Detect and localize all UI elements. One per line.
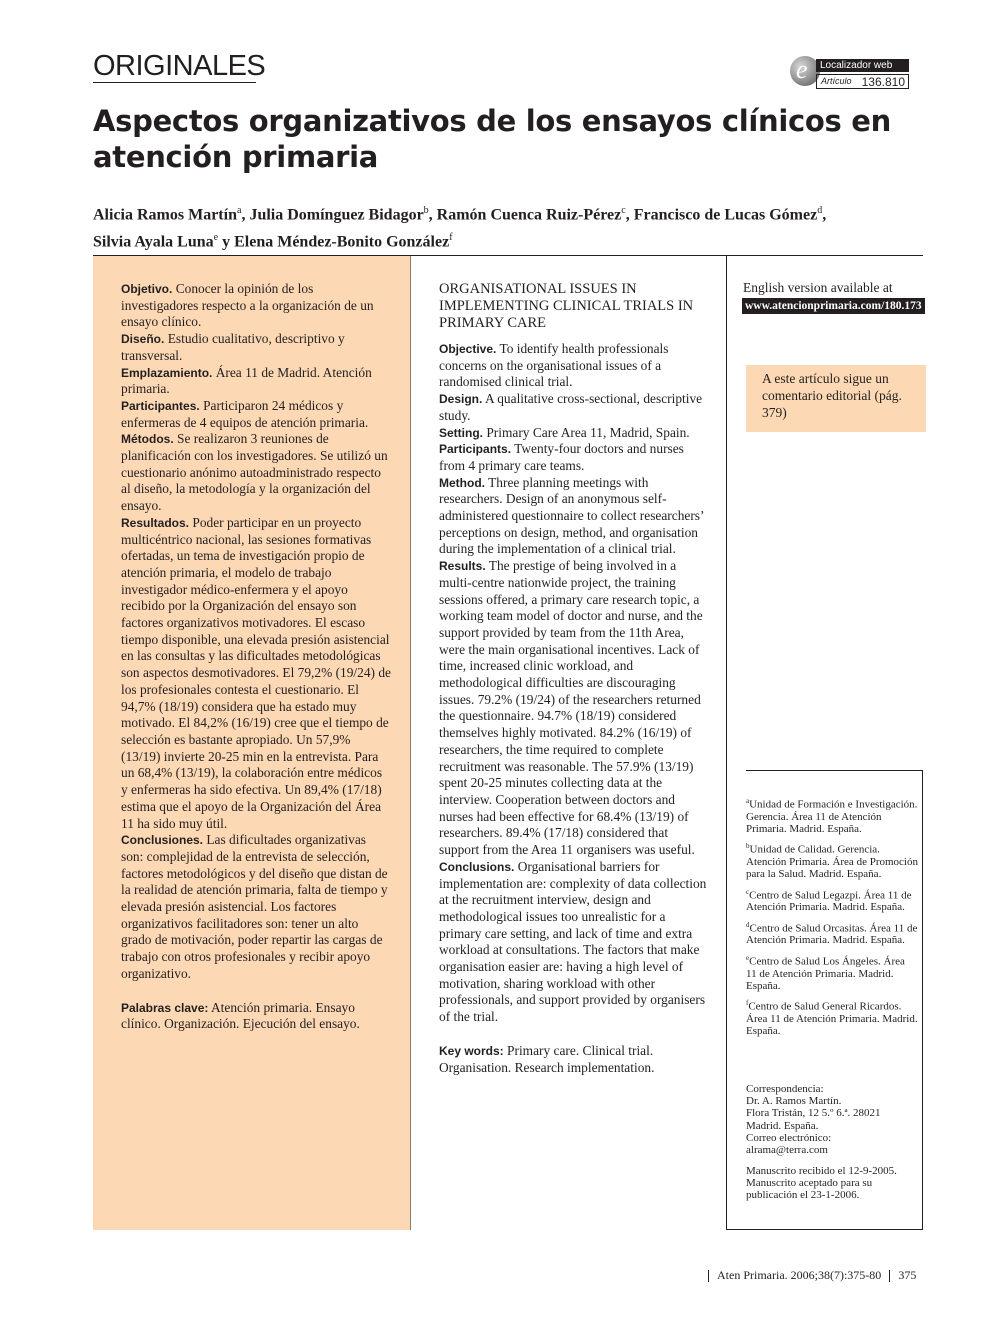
abstract-en-section [439,341,707,391]
received-line: Manuscrito recibido el 12-9-2005. [746,1165,897,1177]
column-divider [726,255,727,1230]
abstract-es-section [121,431,391,515]
english-abstract [439,341,707,1076]
page-footer [700,1268,916,1283]
affiliation-mark: a [746,797,750,805]
abstract-es-section-text: Participaron 24 médicos y enfermeras de 4 equipos de atención primaria. [121,397,369,430]
affiliation [746,886,918,914]
author-affiliation-mark: a [236,205,242,216]
abstract-en-section-label: Setting. [439,425,483,440]
abstract-en-section-label: Objective. [439,342,497,356]
correspondence-line: Dr. A. Ramos Martín. [746,1095,842,1108]
abstract-en-section-label: Participants. [439,442,512,457]
article-number: 136.810 [861,75,905,89]
received-dates [746,1165,918,1202]
keywords-es-text: Atención primaria. Ensayo clínico. Organización. Ejecución del ensayo. [121,999,360,1032]
author-separator: , [822,206,827,224]
abstract-es-section-text: Las dificultades organizativas son: complejidad de la entrevista de selección, factores metodológicos y del diseño que distan de la realidad de atención primaria, falta de tiempo y elevada presión asistencial. Los factores organizativos facilitadores son: tener un alto grado de motivación, poder repartir las cargas de trabajo con otros profesionales y recibir apoyo organizativo. [121,832,388,981]
abstract-en-section-text: The prestige of being involved in a multi-centre nationwide project, the training sessions offered, a primary care research topic, a working team model of doctor and nurse, and the support provided by team from the 11th Area, were the main organisational incentives. Lack of time, increased clinic workload, and methodological difficulties are discouraging issues. 79.2% (19/24) of the researchers returned the questionnaire. 94.7% (18/19) considered themselves highly motivated. 84.2% (16/19) of researchers, the time required to complete recruitment was reasonable. The 57.9% (13/19) spent 20-25 minutes collecting data at the interview. Cooperation between doctors and nurses had been effective for 68.4% (13/19) of researchers. 89.4% (17/18) considered that support from the Area 11 organisers was useful. [439,558,703,858]
correspondence-line[interactable]: alrama@terra.com [746,1144,828,1157]
author-name: Francisco de Lucas Gómez [633,206,818,224]
correspondence-line: Correspondencia: [746,1083,824,1095]
top-rule [93,255,923,256]
sidebar-bottom-rule [726,1229,923,1230]
author-affiliation-mark: c [621,205,626,216]
e-logo-glyph: e [796,55,808,84]
abstract-es-section-text: Área 11 de Madrid. Atención primaria. [121,364,372,397]
author-affiliation-mark: f [449,232,453,244]
abstract-en-section-label: Design. [439,392,483,407]
abstract-en-section-label: Method. [439,475,485,490]
footer-citation: Aten Primaria. 2006;38(7):375-80 [717,1268,882,1282]
affiliation-text: Centro de Salud Orcasitas. Área 11 de Atención Primaria. Madrid. España. [746,922,918,947]
affiliation-text: Centro de Salud Legazpi. Área 11 de Atención Primaria. Madrid. España. [746,889,912,914]
affiliation [746,795,918,835]
abstract-es-section-label: Emplazamiento. [121,365,213,380]
abstract-es-section [121,832,391,982]
keywords-es-label: Palabras clave: [121,1000,209,1015]
abstract-es-section-text: Se realizaron 3 reuniones de planificación con los investigadores. Se utilizó un cuestionario anónimo autoadministrado respecto al diseño, la metodología y la organización del ensayo. [121,431,388,514]
author-affiliation-mark: e [213,232,219,244]
abstract-en-section-text: Primary Care Area 11, Madrid, Spain. [486,424,690,440]
author-separator: y [218,233,235,251]
affiliation-mark: f [746,998,749,1007]
abstract-es-section-text: Conocer la opinión de los investigadores respecto a la organización de un ensayo clínico. [121,281,374,330]
abstract-es-section-label: Diseño. [121,332,165,347]
locator-label: Localizador web [816,59,909,72]
english-version-link[interactable]: www.atencionprimaria.com/180.173 [742,298,925,314]
author-name: Julia Domínguez Bidagor [249,206,424,224]
abstract-es-section-label: Objetivo. [121,282,173,296]
sidebar-right-border [922,770,923,1230]
abstract-en-section-text: A qualitative cross-sectional, descriptive study. [439,391,703,423]
affiliation-mark: e [746,953,750,962]
correspondence-line: Flora Tristán, 12 5.º 6.ª. 28021 [746,1107,881,1120]
abstract-en-section-label: Conclusions. [439,859,515,874]
abstract-es-section-text: Poder participar en un proyecto multicéntrico nacional, las sesiones formativas ofertadas, un tema de investigación propio de atención primaria, el modelo de trabajo investigador médico-enfermera y el apoyo recibido por la Organización del ensayo son factores organizativos motivadores. El escaso tiempo disponible, una elevada presión asistencial en las consultas y las dificultades metodológicas son aspectos desmotivadores. El 79,2% (19/24) de los profesionales contesta el cuestionario. El 94,7% (18/19) considera que ha estado muy motivado. El 84,2% (16/19) cree que el tiempo de selección es bastante apropiado. Un 57,9% (13/19) invierte 20-25 min en la entrevista. Para un 68,4% (13/19), la colaboración entre médicos y enfermeras ha sido efectiva. Un 89,4% (17/18) estima que el apoyo de la Organización del Área 11 ha sido muy útil. [121,514,391,831]
affiliation-mark: d [746,920,750,929]
section-underline [93,82,256,83]
abstract-en-section [439,441,707,474]
abstract-es-section [121,515,391,832]
keywords-en [439,1043,707,1076]
abstract-en-section [439,859,707,1026]
abstract-en-section [439,425,707,442]
article-title: Aspectos organizativos de los ensayos clínicos en atención primaria [93,104,891,174]
author-name: Ramón Cuenca Ruiz-Pérez [436,206,622,224]
abstract-en-section [439,391,707,424]
author-separator: , [241,206,250,224]
abstract-en-section-text: Organisational barriers for implementation are: complexity of data collection at the recruitment interview, design and methodological issues too unrealistic for a primary care setting, and lack of time and extra workload at consultations. The factors that make organisation easier are: having a high level of motivation, sharing workload with other professionals, and support provided by organisers of the trial. [439,858,707,1025]
keywords-en-label: Key words: [439,1043,504,1058]
english-title: ORGANISATIONAL ISSUES IN IMPLEMENTING CLINICAL TRIALS IN PRIMARY CARE [439,281,694,331]
author-list [93,199,893,254]
affiliation [746,919,918,947]
abstract-en-section-text: Three planning meetings with researchers. Design of an anonymous self-administered questionnaire to collect researchers’ perceptions on design, method, and organisation during the implementation of a clinical trial. [439,474,704,557]
web-locator-badge[interactable] [790,56,910,92]
abstract-es-section-label: Participantes. [121,398,200,413]
abstract-es-section-label: Conclusiones. [121,833,204,848]
article-box [816,74,909,89]
keywords-en-text: Primary care. Clinical trial. Organisation. Research implementation. [439,1042,655,1075]
keywords-es [121,1000,391,1033]
affiliation-text: Centro de Salud Los Ángeles. Área 11 de Atención Primaria. Madrid. España. [746,955,905,992]
article-label: Artículo [821,76,852,86]
author-affiliation-mark: b [423,205,429,216]
received-line: publicación el 23-1-2006. [746,1189,860,1202]
footer-separator [708,1270,709,1282]
abstract-en-section [439,475,707,559]
page-number: 375 [898,1268,917,1282]
footer-separator [889,1270,890,1282]
abstract-es-section [121,281,391,331]
english-version-note: English version available at [743,280,893,295]
affiliation-text: Unidad de Formación e Investigación. Gerencia. Área 11 de Atención Primaria. Madrid. España. [746,798,918,836]
abstract-es-section-text: Estudio cualitativo, descriptivo y transversal. [121,331,345,363]
affiliations-top-rule [746,770,923,771]
abstract-en-section-label: Results. [439,559,486,574]
affiliation-mark: c [746,887,750,896]
abstract-es-section-label: Métodos. [121,432,174,447]
received-line: Manuscrito aceptado para su [746,1177,873,1190]
editorial-note: A este artículo sigue un comentario editorial (pág. 379) [746,365,926,432]
affiliation-text: Centro de Salud General Ricardos. Área 11 de Atención Primaria. Madrid. España. [746,1000,918,1037]
author-separator: , [625,206,634,224]
affiliation-text: Unidad de Calidad. Gerencia. Atención Primaria. Área de Promoción para la Salud. Madrid. España. [746,843,918,881]
spanish-abstract [121,281,391,1033]
affiliation [746,997,918,1037]
affiliation [746,840,918,880]
abstract-es-section [121,331,391,364]
affiliation-mark: b [746,842,750,851]
section-label: ORIGINALES [93,50,266,82]
author-name: Alicia Ramos Martín [93,206,237,224]
correspondence [746,1083,918,1156]
abstract-en-section-text: Twenty-four doctors and nurses from 4 primary care teams. [439,441,684,473]
correspondence-line: Madrid. España. [746,1119,819,1132]
abstract-es-section-label: Resultados. [121,515,190,530]
abstract-en-section-text: To identify health professionals concerns on the organisational issues of a randomised clinical trial. [439,341,669,390]
abstract-es-section [121,365,391,398]
author-separator: , [428,206,437,224]
correspondence-line: Correo electrónico: [746,1131,832,1144]
author-name: Elena Méndez-Bonito González [234,233,450,251]
author-affiliation-mark: d [817,205,823,216]
abstract-es-section [121,398,391,431]
author-name: Silvia Ayala Luna [93,233,214,251]
affiliations [746,795,918,1042]
abstract-en-section [439,558,707,859]
affiliation [746,952,918,992]
